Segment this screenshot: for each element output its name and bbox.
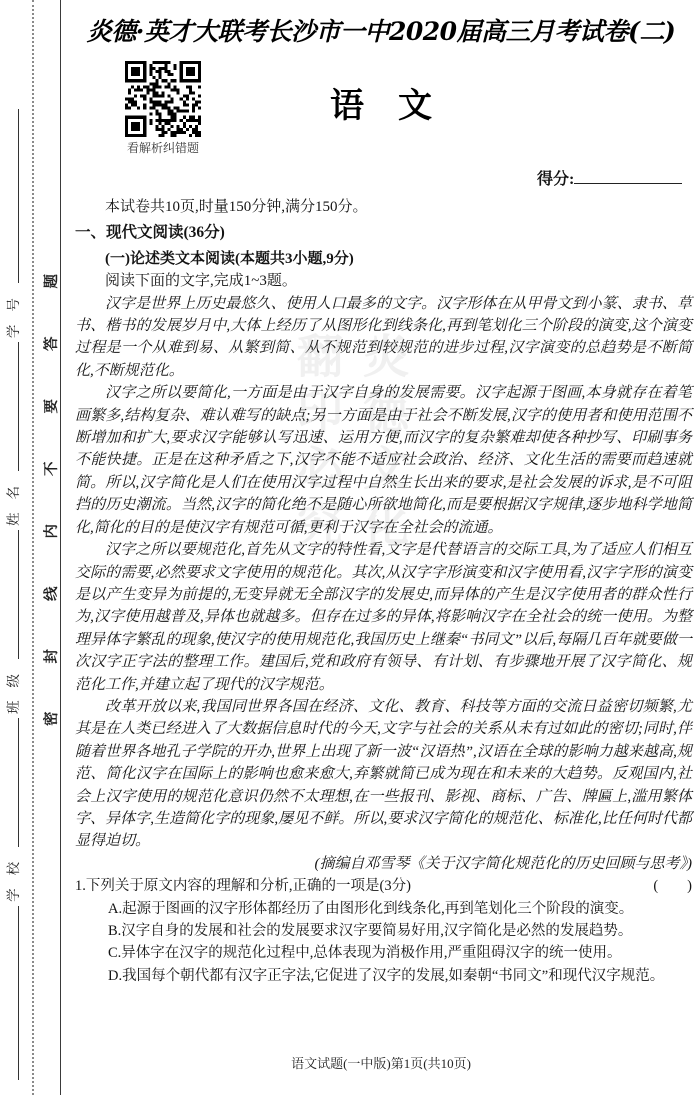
answer-bracket: ( ) [653, 878, 692, 895]
margin-solid-line [60, 0, 61, 1095]
question-1-stem [75, 875, 692, 897]
seal-char: 不 [44, 461, 60, 476]
seal-char: 题 [44, 274, 60, 289]
field-label-name: 姓名 [6, 473, 21, 527]
subsection-heading: (一)论述类文本阅读(本题共3小题,9分) [105, 250, 354, 267]
seal-char: 线 [44, 586, 60, 601]
score-field [537, 166, 682, 189]
blank-line [17, 718, 19, 847]
field-label-class: 班级 [6, 660, 21, 714]
passage-paragraph: 汉字之所以要简化,一方面是由于汉字自身的发展需要。汉字起源于图画,本身就存在着笔画繁多,结构复杂、难认难写的缺点;另一方面是由于社会不断发展,汉字的使用者和使用范围不断增加和扩大,要求汉字能够认写迅速、运用方便,而汉字的复杂繁难却使各种抄写、印刷事务不能快捷。正是在这种矛盾之下,汉字不能不适应社会政治、经济、文化生活的需要而趋速就简。所以,汉字简化是人们在使用汉字过程中自然生长出来的要求,是社会发展的诉求,是不可阻挡的历史潮流。当然,汉字的简化绝不是随心所欲地简化,而是要根据汉字规律,逐步地科学地简化,简化的目的是使汉字有规范可循,更利于汉字在全社会的流通。 [75, 385, 692, 536]
seal-dotted-line [32, 0, 34, 1095]
blank-line [17, 342, 19, 471]
watermark: 炎德文化 翻印必究 [291, 332, 408, 556]
blank-line [17, 530, 19, 659]
seal-char: 密 [44, 711, 60, 726]
question-1-option-c: C.异体字在汉字的规范化过程中,总体表现为消极作用,严重阻碍汉字的统一使用。 [108, 945, 622, 962]
field-label-student-number: 学号 [6, 285, 21, 339]
field-label-school: 学校 [6, 848, 21, 902]
passage-paragraph: 改革开放以来,我国同世界各国在经济、文化、教育、科技等方面的交流日益密切频繁,尤其是在人类已经进入了大数据信息时代的今天,文字与社会的关系从未有过如此的密切;同时,伴随着世界各地孔子学院的开办,世界上出现了新一波“汉语热”,汉语在全球的影响力越来越高,规范、简化汉字在国际上的影响也愈来愈大,弃繁就简已成为现在和未来的大趋势。反观国内,社会上汉字使用的规范化意识仍然不太理想,在一些报刊、影视、商标、广告、牌匾上,滥用繁体字、异体字,生造简化字的现象,屡见不鲜。所以,要求汉字简化的规范化、标准化,比任何时代都显得迫切。 [75, 698, 692, 850]
reading-instruction: 阅读下面的文字,完成1~3题。 [105, 273, 297, 290]
question-1-option-b: B.汉字自身的发展和社会的发展要求汉字要简易好用,汉字简化是必然的发展趋势。 [108, 923, 633, 939]
passage-paragraph: 汉字之所以要规范化,首先从文字的特性看,文字是代替语言的交际工具,为了适应人们相互交际的需要,必然要求文字使用的规范化。其次,从汉字字形演变和汉字使用看,汉字字形的演变是以产生变异为前提的,无变异就无全部汉字的发展史,而异体的产生是汉字使用者的群众性行为,汉字使用越普及,异体也就越多。但存在过多的异体,将影响汉字在全社会的统一使用。为整理异体字繁乱的现象,使汉字的使用规范化,我国历史上继秦“书同文”以后,每隔几百年就要做一次汉字正字法的整理工作。建国后,党和政府有领导、有计划、有步骤地开展了汉字简化、规范化工作,并建立起了现代的汉字规范。 [75, 542, 692, 693]
blank-line [17, 906, 19, 1080]
qr-caption: 看解析纠错题 [126, 141, 199, 155]
exam-content [75, 196, 692, 987]
student-info-fields [3, 107, 22, 1082]
exam-header-title: 炎德·英才大联考长沙市一中2020届高三月考试卷(二) [86, 17, 676, 46]
blank-line [17, 109, 19, 283]
page-footer: 语文试题(一中版)第1页(共10页) [291, 1056, 471, 1071]
seal-char: 要 [44, 399, 60, 414]
section-heading: 一、现代文阅读(36分) [75, 224, 225, 242]
seal-char: 封 [44, 649, 60, 664]
score-blank-line [574, 168, 682, 184]
question-1-text: 1.下列关于原文内容的理解和分析,正确的一项是(3分) [75, 878, 411, 895]
subject-title: 语 文 [330, 88, 432, 125]
seal-line-text [40, 274, 60, 726]
question-1-option-d: D.我国每个朝代都有汉字正字法,它促进了汉字的发展,如秦朝“书同文”和现代汉字规范。 [108, 967, 665, 984]
seal-char: 答 [44, 336, 60, 351]
exam-info: 本试卷共10页,时量150分钟,满分150分。 [105, 199, 368, 215]
passage-paragraph: 汉字是世界上历史最悠久、使用人口最多的文字。汉字形体在从甲骨文到小篆、隶书、草书、楷书的发展岁月中,大体上经历了从图形化到线条化,再到笔划化三个阶段的演变,这个演变过程是一个从难到易、从繁到简、从不规范到较规范的进步过程,汉字演变的总趋势是不断简化,不断规范化。 [75, 295, 692, 379]
passage-attribution: (摘编自邓雪琴《关于汉字简化规范化的历史回顾与思考》) [314, 855, 692, 872]
score-label: 得分: [537, 171, 575, 188]
question-1-option-a: A.起源于图画的汉字形体都经历了由图形化到线条化,再到笔划化三个阶段的演变。 [108, 900, 634, 917]
seal-char: 内 [44, 524, 60, 539]
